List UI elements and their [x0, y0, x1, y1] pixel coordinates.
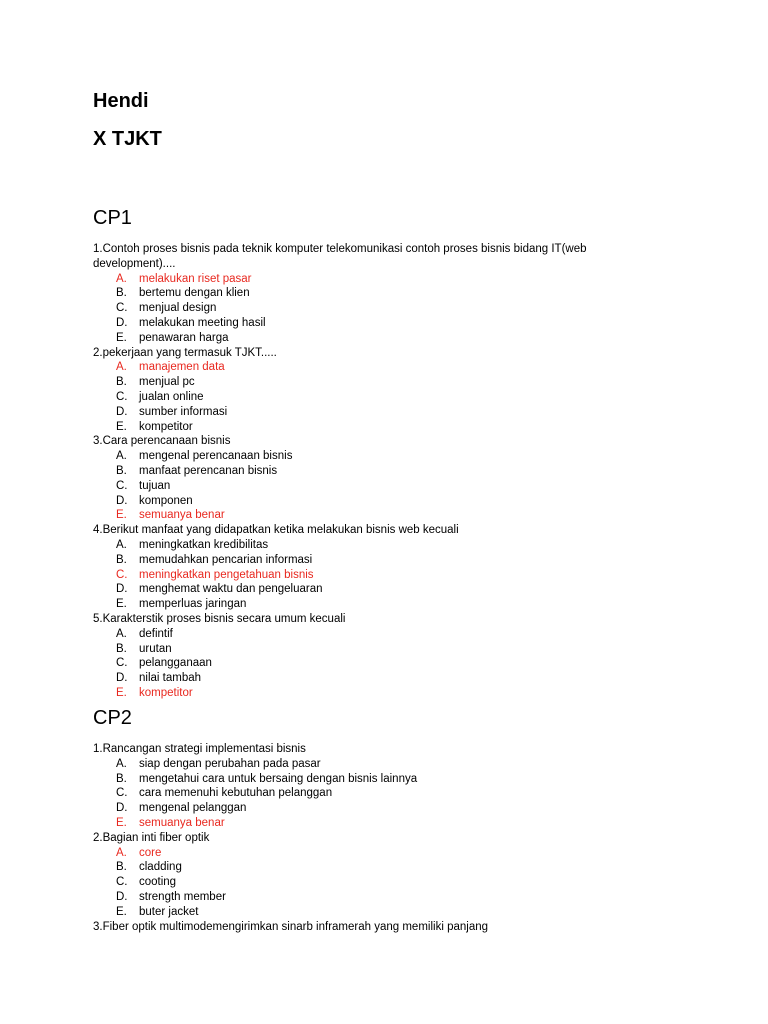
option-text: meningkatkan kredibilitas: [139, 538, 269, 551]
answer-option-correct: [93, 272, 653, 287]
student-name: Hendi: [93, 90, 149, 112]
option-text: sumber informasi: [139, 405, 228, 418]
question-text: 3.Fiber optik multimodemengirimkan sinarb inframerah yang memiliki panjang: [93, 920, 489, 933]
option-text: cladding: [139, 861, 182, 874]
option-letter: B.: [116, 553, 127, 566]
option-text: cooting: [139, 876, 177, 889]
answer-option: [93, 890, 653, 905]
option-letter: C.: [116, 876, 128, 889]
answer-option: [93, 642, 653, 657]
option-letter: C.: [116, 568, 128, 581]
question-text: 5.Karakterstik proses bisnis secara umum kecuali: [93, 612, 346, 625]
answer-option-correct: [93, 816, 653, 831]
option-letter: A.: [116, 450, 127, 463]
answer-option: [93, 757, 653, 772]
option-letter: E.: [116, 509, 127, 522]
option-text: manajemen data: [139, 361, 225, 374]
option-text: core: [139, 846, 162, 859]
answer-option: [93, 582, 653, 597]
option-letter: A.: [116, 361, 127, 374]
answer-option: [93, 449, 653, 464]
option-text: melakukan meeting hasil: [139, 316, 266, 329]
option-letter: A.: [116, 538, 127, 551]
option-text: mengenal perencanaan bisnis: [139, 450, 293, 463]
answer-option-correct: [93, 568, 653, 583]
option-letter: A.: [116, 846, 127, 859]
answer-option: [93, 875, 653, 890]
option-letter: D.: [116, 890, 128, 903]
answer-option: [93, 301, 653, 316]
option-letter: D.: [116, 802, 128, 815]
section-title-cp1: CP1: [93, 207, 132, 229]
answer-option: [93, 479, 653, 494]
option-letter: C.: [116, 657, 128, 670]
option-text: mengenal pelanggan: [139, 802, 247, 815]
answer-option: [93, 494, 653, 509]
option-letter: D.: [116, 316, 128, 329]
option-text: memperluas jaringan: [139, 598, 247, 611]
option-text: semuanya benar: [139, 509, 225, 522]
answer-option: [93, 553, 653, 568]
answer-option: [93, 375, 653, 390]
answer-option: [93, 801, 653, 816]
answer-option: [93, 627, 653, 642]
student-class: X TJKT: [93, 128, 162, 150]
option-text: nilai tambah: [139, 672, 202, 685]
option-letter: D.: [116, 672, 128, 685]
answer-option: [93, 786, 653, 801]
option-text: penawaran harga: [139, 331, 229, 344]
option-letter: C.: [116, 787, 128, 800]
option-letter: E.: [116, 905, 127, 918]
question-text: 3.Cara perencanaan bisnis: [93, 435, 231, 448]
option-letter: B.: [116, 376, 127, 389]
option-letter: A.: [116, 627, 127, 640]
option-letter: B.: [116, 287, 127, 300]
answer-option-correct: [93, 846, 653, 861]
option-text: manfaat perencanan bisnis: [139, 464, 278, 477]
answer-option: [93, 860, 653, 875]
answer-option: [93, 390, 653, 405]
option-text: jualan online: [139, 390, 204, 403]
option-text: cara memenuhi kebutuhan pelanggan: [139, 787, 333, 800]
answer-option: [93, 597, 653, 612]
option-letter: D.: [116, 583, 128, 596]
option-text: komponen: [139, 494, 193, 507]
option-letter: B.: [116, 861, 127, 874]
section-title-cp2: CP2: [93, 707, 132, 729]
answer-option: [93, 464, 653, 479]
option-letter: E.: [116, 598, 127, 611]
answer-option-correct: [93, 686, 653, 701]
answer-option: [93, 420, 653, 435]
answer-option-correct: [93, 508, 653, 523]
answer-option: [93, 671, 653, 686]
option-text: defintif: [139, 627, 173, 640]
option-text: semuanya benar: [139, 816, 225, 829]
answer-option: [93, 316, 653, 331]
option-letter: B.: [116, 772, 127, 785]
answer-option: [93, 772, 653, 787]
answer-option: [93, 538, 653, 553]
option-letter: C.: [116, 302, 128, 315]
option-text: siap dengan perubahan pada pasar: [139, 757, 321, 770]
option-text: memudahkan pencarian informasi: [139, 553, 313, 566]
answer-option: [93, 286, 653, 301]
question-text: 1.Contoh proses bisnis pada teknik komputer telekomunikasi contoh proses bisnis bidang IT(web development)....: [93, 243, 587, 270]
option-letter: E.: [116, 816, 127, 829]
option-letter: E.: [116, 420, 127, 433]
question-text: 2.Bagian inti fiber optik: [93, 831, 210, 844]
option-text: kompetitor: [139, 420, 193, 433]
option-letter: E.: [116, 686, 127, 699]
answer-option: [93, 331, 653, 346]
section-cp2: [93, 742, 653, 934]
question-text: 1.Rancangan strategi implementasi bisnis: [93, 743, 306, 755]
option-text: bertemu dengan klien: [139, 287, 250, 300]
question-text: 2.pekerjaan yang termasuk TJKT.....: [93, 346, 277, 359]
option-text: strength member: [139, 890, 226, 903]
option-letter: E.: [116, 331, 127, 344]
answer-option: [93, 905, 653, 920]
option-text: tujuan: [139, 479, 171, 492]
question-text: 4.Berikut manfaat yang didapatkan ketika melakukan bisnis web kecuali: [93, 524, 459, 537]
option-text: menjual design: [139, 302, 217, 315]
answer-option: [93, 656, 653, 671]
section-cp1: [93, 242, 653, 701]
option-letter: D.: [116, 494, 128, 507]
option-text: menghemat waktu dan pengeluaran: [139, 583, 323, 596]
option-text: buter jacket: [139, 905, 199, 918]
option-letter: B.: [116, 642, 127, 655]
option-text: meningkatkan pengetahuan bisnis: [139, 568, 314, 581]
option-letter: D.: [116, 405, 128, 418]
option-letter: A.: [116, 757, 127, 770]
option-letter: B.: [116, 464, 127, 477]
option-text: mengetahui cara untuk bersaing dengan bisnis lainnya: [139, 772, 418, 785]
option-letter: C.: [116, 390, 128, 403]
answer-option-correct: [93, 360, 653, 375]
option-letter: C.: [116, 479, 128, 492]
answer-option: [93, 405, 653, 420]
option-text: kompetitor: [139, 686, 193, 699]
option-letter: A.: [116, 272, 127, 285]
option-text: pelangganaan: [139, 657, 212, 670]
option-text: melakukan riset pasar: [139, 272, 252, 285]
option-text: menjual pc: [139, 376, 195, 389]
option-text: urutan: [139, 642, 172, 655]
